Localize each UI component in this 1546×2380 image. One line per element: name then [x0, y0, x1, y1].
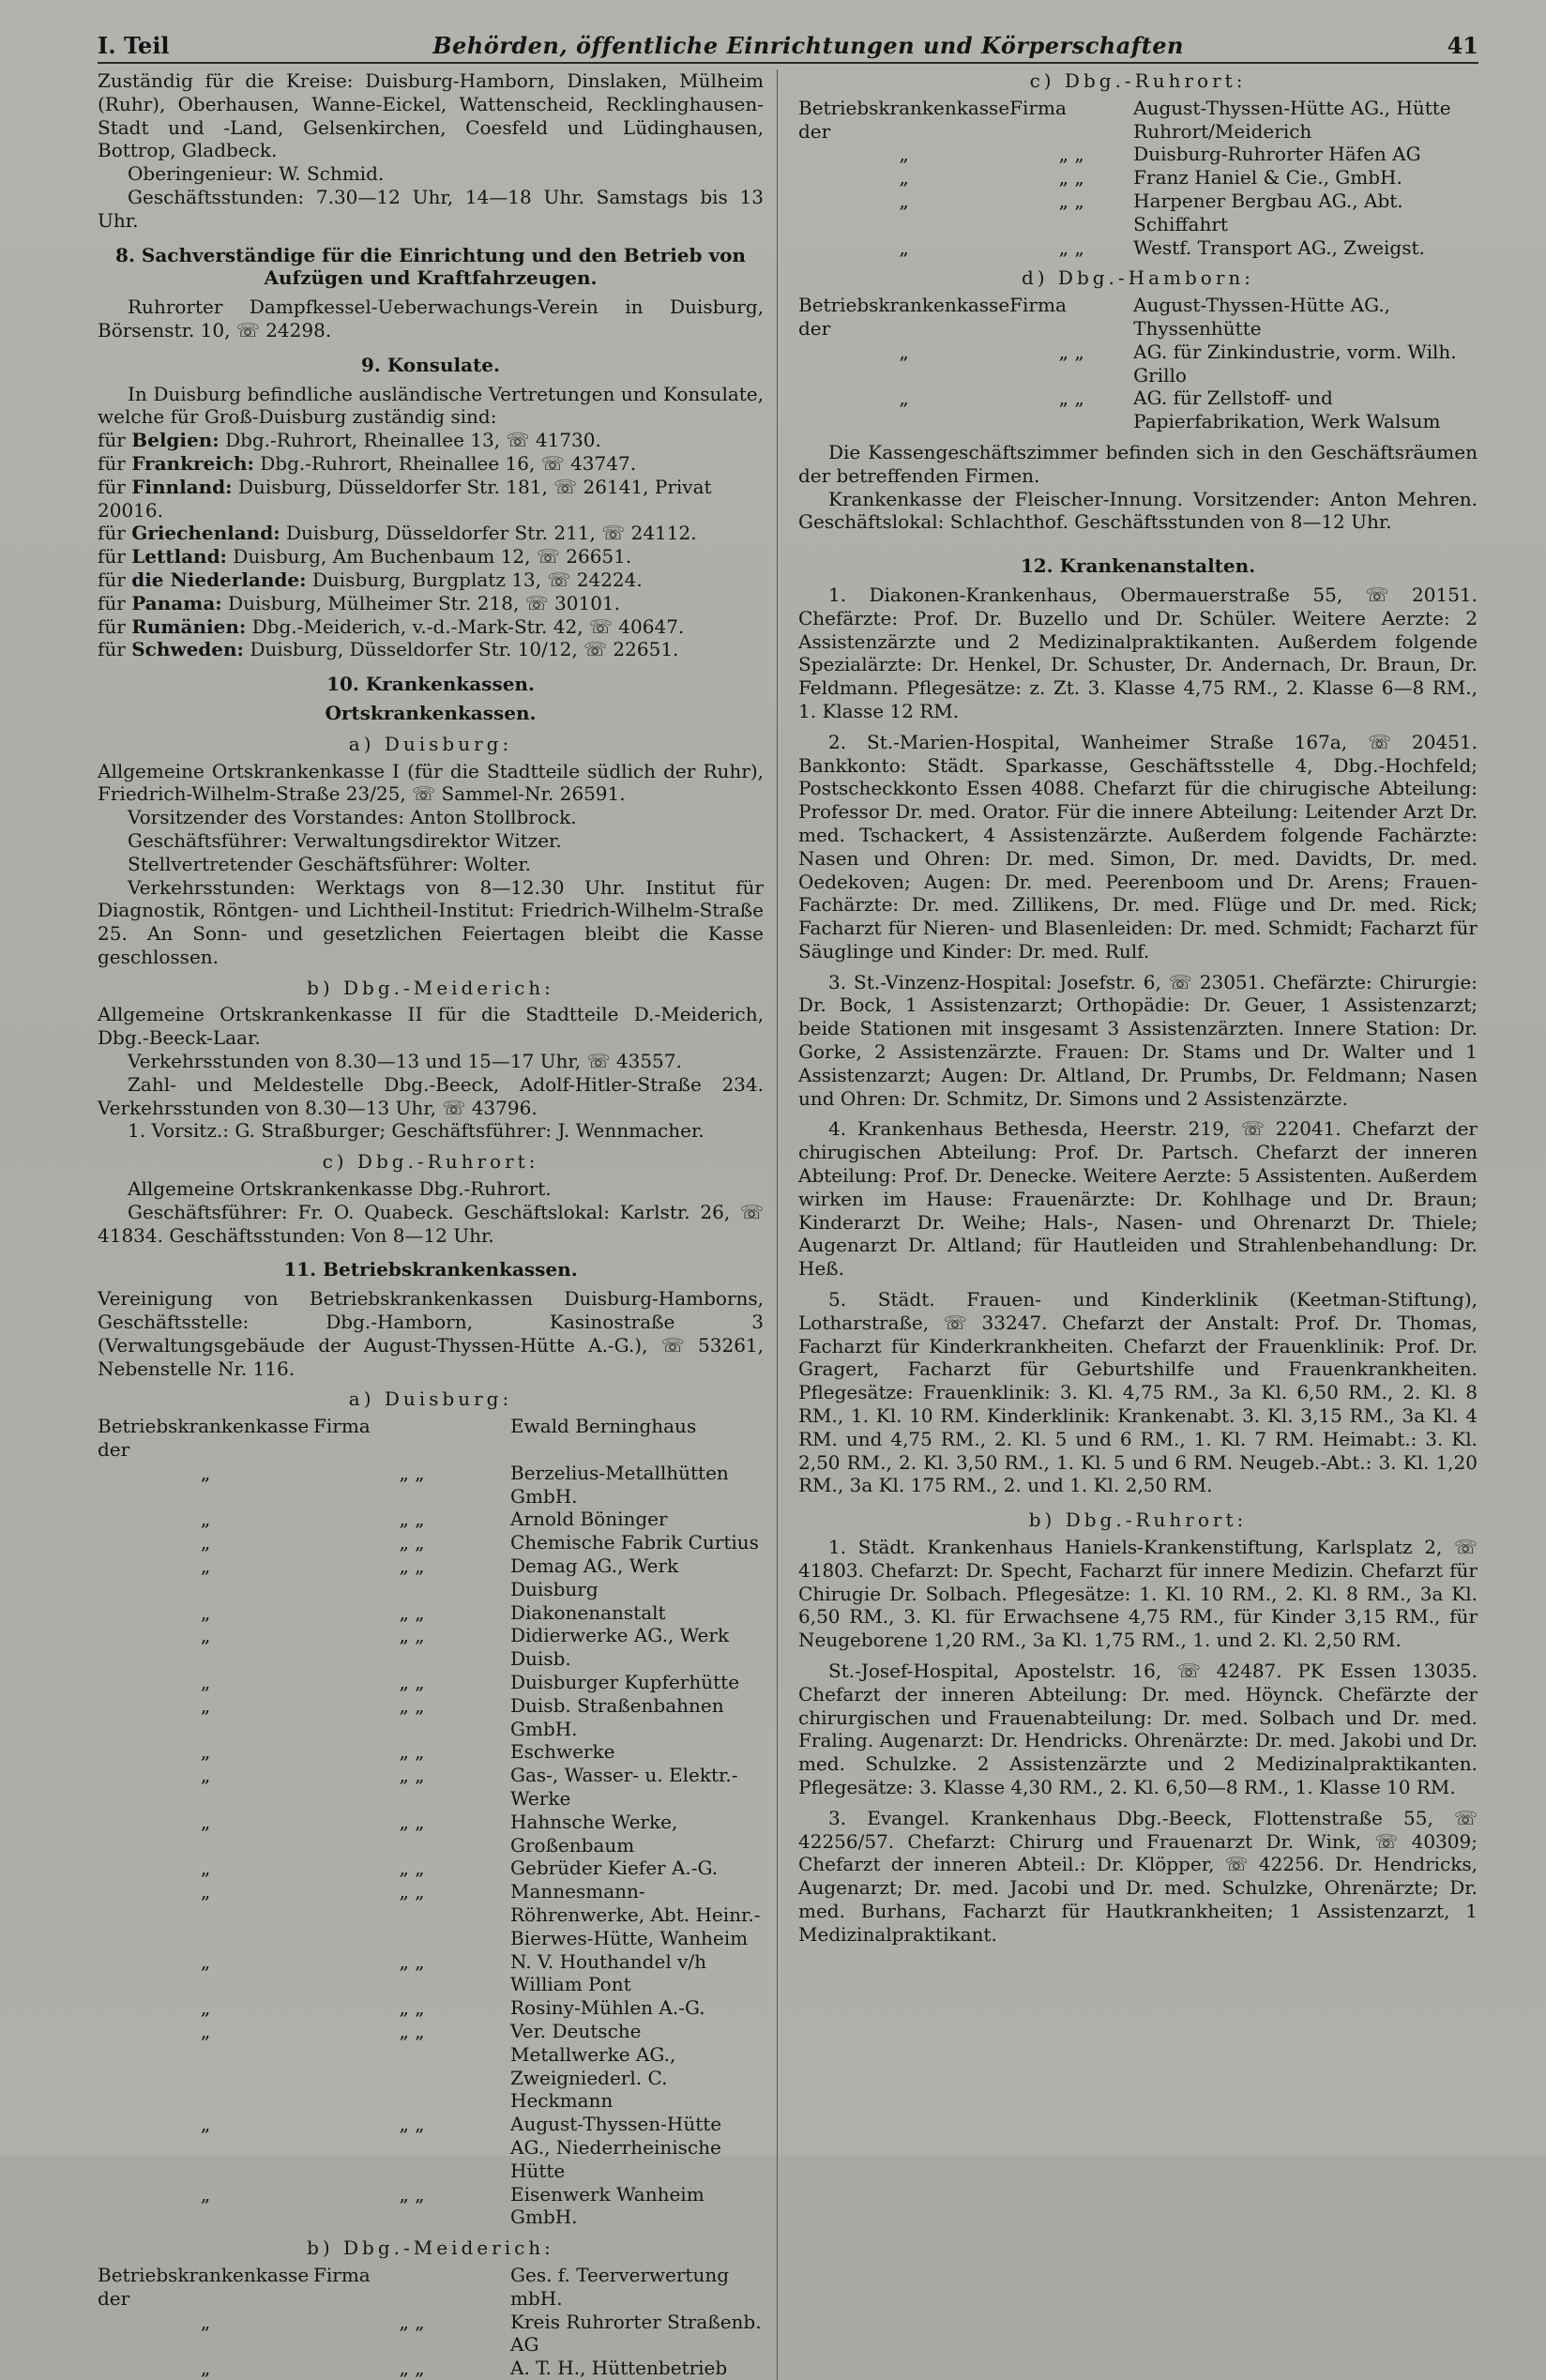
table-row	[98, 1554, 764, 1601]
table-cell: Firma	[313, 2263, 371, 2286]
table-cell: „	[899, 340, 909, 363]
table-cell: „	[200, 1461, 211, 1484]
district-heading: b) Dbg.-Ruhrort:	[1028, 1508, 1248, 1532]
hospital-entry: 3. Evangel. Krankenhaus Dbg.-Beeck, Flottenstraße 55, ☏ 42256/57. Chefarzt: Chirurg und Frauenarzt Dr. Wink, ☏ 40309; Chefarzt der inneren Abteil.: Dr. Klöpper, ☏ 42256. Dr. Hendricks, Augenarzt; Dr. med. Jacobi und Dr. med. Schulzke, Ohrenärzte; Dr. med. Burhans, Facharzt für Hautkrankheiten; 1 Assistenzarzt, 1 Medizinalpraktikant.	[798, 1806, 1478, 1946]
table-cell: „ „	[399, 1996, 425, 2020]
table-row	[98, 1462, 764, 1508]
table-cell: Hahnsche Werke, Großenbaum	[510, 1810, 678, 1857]
text-line: Verkehrsstunden: Werktags von 8—12.30 Uhr. Institut für Diagnostik, Röntgen- und Lichtheil-Institut: Friedrich-Wilhelm-Straße 25. An Sonn- und gesetzlichen Feiertagen bleibt die Kasse geschlossen.	[98, 875, 764, 968]
table-cell: „	[200, 1671, 211, 1693]
note: Die Kassengeschäftszimmer befinden sich in den Geschäftsräumen der betreffenden Firmen.	[798, 440, 1478, 487]
table-row	[798, 143, 1478, 166]
table-cell: Kreis Ruhrorter Straßenb. AG	[510, 2310, 762, 2357]
consulate-prefix: für	[98, 451, 126, 475]
consulate-list	[98, 429, 764, 661]
table-cell: Betriebskrankenkasse der	[798, 294, 1010, 340]
table-cell: Rosiny-Mühlen A.-G.	[510, 1996, 705, 2020]
table-cell: „ „	[1058, 340, 1084, 363]
table-row	[798, 97, 1478, 144]
table-cell: „	[200, 2357, 211, 2380]
table-cell: „ „	[399, 1671, 425, 1693]
table-cell: „	[200, 1600, 211, 1624]
section-heading-11: 11. Betriebskrankenkassen.	[283, 1258, 578, 1281]
table-cell: „ „	[399, 1600, 425, 1624]
table-cell: „ „	[399, 1740, 425, 1764]
table-cell: „ „	[399, 1880, 425, 1903]
table-cell: „ „	[1058, 235, 1084, 259]
table-cell: „ „	[399, 2182, 425, 2206]
table-cell: Duisb. Straßenbahnen GmbH.	[510, 1693, 724, 1740]
table-cell: Ver. Deutsche Metallwerke AG., Zweigniederl. C. Heckmann	[510, 2019, 676, 2113]
table-cell: AG. für Zinkindustrie, vorm. Wilh. Grillo	[1133, 340, 1457, 387]
text-line: Verkehrsstunden von 8.30—13 und 15—17 Uhr, ☏ 43557.	[128, 1050, 682, 1073]
table-row	[98, 1671, 764, 1694]
consulate-address: Duisburg, Düsseldorfer Str. 211, ☏ 24112.	[285, 522, 697, 545]
table-row	[98, 2183, 764, 2230]
table-cell: „	[899, 189, 909, 212]
table-row	[98, 1415, 764, 1462]
table-cell: „	[200, 1554, 211, 1578]
table-cell: Chemische Fabrik Curtius	[510, 1531, 759, 1554]
consulate-item	[98, 545, 764, 568]
table-row	[98, 1624, 764, 1671]
table-cell: „ „	[399, 1693, 425, 1717]
table-cell: „	[200, 1880, 211, 1903]
header-title: Behörden, öffentliche Einrichtungen und Körperschaften	[432, 32, 1184, 59]
table-cell: „ „	[1058, 387, 1084, 410]
table-cell: „	[200, 1508, 211, 1531]
header-part: I. Teil	[98, 32, 170, 59]
left-column	[98, 69, 778, 2380]
table-row	[98, 1811, 764, 1857]
table-cell: Duisburger Kupferhütte	[510, 1671, 740, 1693]
table-row	[98, 1601, 764, 1625]
table-cell: Gebrüder Kiefer A.-G.	[510, 1857, 719, 1880]
consulate-country: Finnland:	[131, 475, 233, 498]
table-cell: Berzelius-Metallhütten GmbH.	[510, 1461, 729, 1508]
table-cell: „	[200, 2113, 211, 2136]
table-cell: Diakonenanstalt	[510, 1600, 666, 1624]
table-cell: Betriebskrankenkasse der	[98, 2263, 310, 2310]
section-heading-8: 8. Sachverständige für die Einrichtung und den Betrieb von Aufzügen und Kraftfahrzeugen.	[115, 243, 746, 290]
table-cell: „ „	[399, 1508, 425, 1531]
table-cell: „ „	[399, 1857, 425, 1880]
table-cell: „	[200, 1857, 211, 1880]
intro-line: Zuständig für die Kreise: Duisburg-Hamborn, Dinslaken, Mülheim (Ruhr), Oberhausen, Wanne-Eickel, Wattenscheid, Recklinghausen-Stadt und -Land, Gelsenkirchen, Coesfeld und Lüdinghausen, Bottrop, Gladbeck.	[98, 69, 764, 162]
table-cell: Firma	[313, 1415, 371, 1438]
table-row	[798, 387, 1478, 433]
table-row	[98, 1764, 764, 1811]
consulate-item	[98, 452, 764, 476]
table-cell: Harpener Bergbau AG., Abt. Schiffahrt	[1133, 189, 1403, 235]
table-cell: Ges. f. Teerverwertung mbH.	[510, 2263, 730, 2310]
company-table	[798, 294, 1478, 433]
hospital-entry: St.-Josef-Hospital, Apostelstr. 16, ☏ 42487. PK Essen 13035. Chefarzt der inneren Abteilung: Dr. med. Höynck. Chefärzte der chirurgischen und Frauenabteilung: Dr. med. Solbach und Dr. med. Fraling. Augenarzt: Dr. Hendricks. Ohrenärzte: Dr. med. Jakobi und Dr. med. Schulzke. 2 Assistenzärzte und 2 Medizinalpraktikanten. Pflegesätze: 3. Klasse 4,30 RM., 2. Kl. 6,50—8 RM., 1. Klasse 10 RM.	[798, 1660, 1478, 1798]
table-cell: „ „	[399, 2113, 425, 2136]
table-row	[798, 166, 1478, 189]
consulate-address: Duisburg, Mülheimer Str. 218, ☏ 30101.	[228, 591, 621, 614]
table-cell: „	[200, 1949, 211, 1973]
hospital-entry: 2. St.-Marien-Hospital, Wanheimer Straße 167a, ☏ 20451. Bankkonto: Städt. Sparkasse, Geschäftsstelle 4, Dbg.-Hochfeld; Postscheckkonto Essen 4088. Chefarzt für die chirugische Abteilung: Professor Dr. med. Orator. Für die innere Abteilung: Leitender Arzt Dr. med. Tschackert, 4 Assistenzärzte. Außerdem folgende Fachärzte: Nasen und Ohren: Dr. med. Simon, Dr. med. Davidts, Dr. med. Oedekoven; Augen: Dr. med. Peerenboom und Dr. Arens; Frauen-Fachärzte: Dr. med. Zillikens, Dr. med. Flüge und Dr. med. Rick; Facharzt für Nieren- und Blasenleiden: Dr. med. Schmidt; Facharzt für Säuglinge und Kinder: Dr. med. Rulf.	[798, 730, 1478, 963]
table-cell: „ „	[1058, 143, 1084, 166]
table-row	[98, 2264, 764, 2311]
district-heading: d) Dbg.-Hamborn:	[1021, 266, 1255, 290]
table-row	[98, 1950, 764, 1997]
section-heading-9: 9. Konsulate.	[361, 353, 500, 376]
consulate-country: Frankreich:	[131, 451, 254, 475]
table-cell: „ „	[399, 1764, 425, 1787]
section-text-9: In Duisburg befindliche ausländische Vertretungen und Konsulate, welche für Groß-Duisburg zuständig sind:	[98, 382, 764, 429]
table-cell: Mannesmann-Röhrenwerke, Abt. Heinr.-Bierwes-Hütte, Wanheim	[510, 1880, 761, 1949]
table-cell: Betriebskrankenkasse der	[798, 96, 1010, 143]
table-row	[98, 2311, 764, 2357]
consulate-address: Duisburg, Am Buchenbaum 12, ☏ 26651.	[233, 545, 632, 568]
table-cell: Eisenwerk Wanheim GmbH.	[510, 2182, 705, 2229]
consulate-prefix: für	[98, 522, 126, 545]
table-cell: Firma	[1009, 96, 1067, 119]
text-line: Allgemeine Ortskrankenkasse II für die Stadtteile D.-Meiderich, Dbg.-Beeck-Laar.	[98, 1003, 764, 1050]
table-row	[798, 341, 1478, 387]
section-heading-10: 10. Krankenkassen.	[326, 673, 535, 696]
table-cell: „	[200, 2019, 211, 2042]
consulate-item	[98, 592, 764, 615]
text-line: Stellvertretender Geschäftsführer: Wolter.	[128, 852, 532, 875]
table-cell: „	[200, 1693, 211, 1717]
table-cell: „ „	[399, 2310, 425, 2333]
table-cell: Eschwerke	[510, 1740, 615, 1764]
table-row	[98, 2357, 764, 2380]
table-cell: Ewald Berninghaus	[510, 1415, 697, 1438]
consulate-item	[98, 522, 764, 545]
note: Krankenkasse der Fleischer-Innung. Vorsitzender: Anton Mehren. Geschäftslokal: Schlachthof. Geschäftsstunden von 8—12 Uhr.	[798, 487, 1478, 534]
consulate-prefix: für	[98, 638, 126, 661]
consulate-address: Dbg.-Meiderich, v.-d.-Mark-Str. 42, ☏ 40647.	[251, 614, 685, 638]
table-cell: „	[200, 1810, 211, 1833]
consulate-address: Dbg.-Ruhrort, Rheinallee 16, ☏ 43747.	[260, 451, 637, 475]
text-line: Allgemeine Ortskrankenkasse I (für die Stadtteile südlich der Ruhr), Friedrich-Wilhelm-Straße 23/25, ☏ Sammel-Nr. 26591.	[98, 759, 764, 806]
table-cell: „	[200, 1531, 211, 1554]
table-row	[98, 2020, 764, 2113]
consulate-item	[98, 568, 764, 592]
text-line: Geschäftsführer: Verwaltungsdirektor Witzer.	[128, 828, 562, 852]
table-cell: „ „	[399, 2357, 425, 2380]
hospital-entry: 1. Diakonen-Krankenhaus, Obermauerstraße 55, ☏ 20151. Chefärzte: Prof. Dr. Buzello und Dr. Schüler. Weitere Aerzte: 2 Assistenzärzte und 2 Medizinalpraktikanten. Außerdem folgende Spezialärzte: Dr. Henkel, Dr. Schuster, Dr. Andernach, Dr. Braun, Dr. Feldmann. Pflegesätze: z. Zt. 3. Klasse 4,75 RM., 2. Klasse 6—8 RM., 1. Klasse 12 RM.	[798, 583, 1478, 722]
table-cell: „	[200, 1624, 211, 1647]
consulate-item	[98, 638, 764, 661]
table-cell: AG. für Zellstoff- und Papierfabrikation, Werk Walsum	[1133, 387, 1441, 433]
table-cell: „ „	[399, 1461, 425, 1484]
section-heading-12: 12. Krankenanstalten.	[1020, 554, 1256, 578]
right-column	[798, 69, 1478, 2380]
section-text-8: Ruhrorter Dampfkessel-Ueberwachungs-Verein in Duisburg, Börsenstr. 10, ☏ 24298.	[98, 296, 764, 341]
table-cell: Betriebskrankenkasse der	[98, 1415, 310, 1462]
hospital-entry: 5. Städt. Frauen- und Kinderklinik (Keetman-Stiftung), Lotharstraße, ☏ 33247. Chefarzt der Anstalt: Prof. Dr. Thomas, Facharzt für Kinderkrankheiten. Chefarzt der Frauenklinik: Prof. Dr. Gragert, Facharzt für Geburtshilfe und Frauenkrankheiten. Pflegesätze: Frauenklinik: 3. Kl. 4,75 RM., 3a Kl. 6,50 RM., 2. Kl. 8 RM., 1. Kl. 10 RM. Kinderklinik: Krankenabt. 3. Kl. 3,15 RM., 3a Kl. 4 RM. und 4,75 RM., 2. Kl. 5 und 6 RM., 1. Kl. 7 RM. Heimabt.: 3. Kl. 2,50 RM., 2. Kl. 3,50 RM., 1. Kl. 5 und 6 RM. Neugeb.-Abt.: 3. Kl. 1,20 RM., 3a Kl. 175 RM., 2. und 1. Kl. 2,50 RM.	[798, 1288, 1478, 1497]
table-row	[98, 1531, 764, 1554]
district-heading: b) Dbg.-Meiderich:	[307, 2236, 554, 2260]
table-cell: August-Thyssen-Hütte AG., Thyssenhütte	[1133, 294, 1391, 340]
table-cell: Westf. Transport AG., Zweigst.	[1133, 235, 1425, 259]
consulate-prefix: für	[98, 475, 126, 498]
consulate-country: Lettland:	[131, 545, 227, 568]
table-cell: „ „	[1058, 189, 1084, 212]
consulate-item	[98, 429, 764, 452]
hospital-entry: 1. Städt. Krankenhaus Haniels-Krankenstiftung, Karlsplatz 2, ☏ 41803. Chefarzt: Dr. Specht, Facharzt für innere Medizin. Chefarzt für Chirugie Dr. Solbach. Pflegesätze: 1. Kl. 10 RM., 2. Kl. 8 RM., 3a Kl. 6,50 RM., 3. Kl. für Erwachsene 4,75 RM., für Kinder 3,15 RM., für Neugeborene 1,20 RM., 3a Kl. 1,75 RM., 1. und 2. Kl. 2,50 RM.	[798, 1536, 1478, 1652]
text-line: Vorsitzender des Vorstandes: Anton Stollbrock.	[128, 806, 577, 829]
table-cell: „	[200, 1764, 211, 1787]
table-cell: Didierwerke AG., Werk Duisb.	[510, 1624, 730, 1671]
subsection-heading: Ortskrankenkassen.	[325, 701, 537, 724]
text-line: Geschäftsführer: Fr. O. Quabeck. Geschäftslokal: Karlstr. 26, ☏ 41834. Geschäftsstunden: Von 8—12 Uhr.	[98, 1200, 764, 1247]
table-row	[798, 294, 1478, 341]
table-cell: „	[200, 1996, 211, 2020]
table-cell: „	[899, 143, 909, 166]
section-text-11: Vereinigung von Betriebskrankenkassen Duisburg-Hamborns, Geschäftsstelle: Dbg.-Hamborn, Kasinostraße 3 (Verwaltungsgebäude der August-Thyssen-Hütte A.-G.), ☏ 53261, Nebenstelle Nr. 116.	[98, 1287, 764, 1380]
table-row	[98, 1694, 764, 1741]
table-row	[98, 1996, 764, 2020]
table-cell: „ „	[1058, 166, 1084, 189]
district-heading: b) Dbg.-Meiderich:	[307, 976, 554, 999]
consulate-prefix: für	[98, 614, 126, 638]
district-heading: a) Duisburg:	[348, 732, 513, 755]
page-header	[98, 32, 1478, 64]
table-row	[98, 1880, 764, 1949]
hospital-entry: 3. St.-Vinzenz-Hospital: Josefstr. 6, ☏ 23051. Chefärzte: Chirurgie: Dr. Bock, 1 Assistenzarzt; Orthopädie: Dr. Geuer, 1 Assistenzarzt; beide Stationen mit insgesamt 3 Assistenzärzten. Innere Station: Dr. Gorke, 2 Assistenzärzte. Frauen: Dr. Stams und Dr. Walter und 1 Assistenzarzt; Augen: Dr. Altland, Dr. Prumbs, Dr. Feldmann; Nasen und Ohren: Dr. Schmitz, Dr. Simons und 2 Assistenzärzte.	[798, 970, 1478, 1110]
table-cell: N. V. Houthandel v/h William Pont	[510, 1949, 706, 1996]
intro-line: Geschäftsstunden: 7.30—12 Uhr, 14—18 Uhr. Samstags bis 13 Uhr.	[98, 185, 764, 232]
columns	[98, 69, 1478, 2380]
consulate-address: Duisburg, Düsseldorfer Str. 10/12, ☏ 22651.	[250, 638, 679, 661]
table-cell: „	[200, 2182, 211, 2206]
table-row	[98, 1857, 764, 1880]
company-table	[798, 97, 1478, 260]
text-line: Allgemeine Ortskrankenkasse Dbg.-Ruhrort.	[128, 1177, 552, 1201]
consulate-address: Duisburg, Burgplatz 13, ☏ 24224.	[311, 568, 643, 591]
table-cell: „ „	[399, 2019, 425, 2042]
table-row	[98, 1508, 764, 1531]
text-line: Zahl- und Meldestelle Dbg.-Beeck, Adolf-Hitler-Straße 234. Verkehrsstunden von 8.30—13 Uhr, ☏ 43796.	[98, 1072, 764, 1119]
table-cell: August-Thyssen-Hütte AG., Hütte Ruhrort/Meiderich	[1133, 96, 1451, 143]
consulate-country: die Niederlande:	[131, 568, 307, 591]
consulate-address: Duisburg, Düsseldorfer Str. 181, ☏ 26141, Privat 20016.	[98, 475, 712, 522]
hospital-entry: 4. Krankenhaus Bethesda, Heerstr. 219, ☏ 22041. Chefarzt der chirugischen Abteilung: Prof. Dr. Partsch. Chefarzt der inneren Abteilung: Prof. Dr. Denecke. Weitere Aerzte: 5 Assistenten. Außerdem wirken im Hause: Frauenärzte: Dr. Kohlhage und Dr. Braun; Kinderarzt Dr. Weihe; Hals-, Nasen- und Ohrenarzt Dr. Thiele; Augenarzt Dr. Altland; für Hautleiden und Strahlenbehandlung: Dr. Heß.	[798, 1117, 1478, 1281]
table-cell: Duisburg-Ruhrorter Häfen AG	[1133, 143, 1421, 166]
consulate-country: Griechenland:	[131, 522, 280, 545]
consulate-item	[98, 615, 764, 639]
table-cell: A. T. H., Hüttenbetrieb	[510, 2357, 728, 2380]
consulate-prefix: für	[98, 545, 126, 568]
consulate-country: Panama:	[131, 591, 222, 614]
table-row	[798, 236, 1478, 260]
table-cell: „	[200, 1740, 211, 1764]
consulate-prefix: für	[98, 429, 126, 452]
company-table	[98, 2264, 764, 2380]
table-cell: Franz Haniel & Cie., GmbH.	[1133, 166, 1402, 189]
table-cell: „ „	[399, 1554, 425, 1578]
district-heading: c) Dbg.-Ruhrort:	[322, 1150, 539, 1174]
table-row	[798, 189, 1478, 236]
district-heading: c) Dbg.-Ruhrort:	[1029, 69, 1247, 92]
table-cell: „ „	[399, 1531, 425, 1554]
page-number: 41	[1447, 32, 1478, 59]
table-cell: „	[899, 235, 909, 259]
intro-line: Oberingenieur: W. Schmid.	[128, 162, 385, 186]
company-table	[98, 1415, 764, 2229]
table-cell: „ „	[399, 1810, 425, 1833]
table-row	[98, 2113, 764, 2182]
table-row	[98, 1740, 764, 1764]
table-cell: Demag AG., Werk Duisburg	[510, 1554, 679, 1600]
consulate-prefix: für	[98, 591, 126, 614]
district-heading: a) Duisburg:	[348, 1387, 513, 1411]
table-cell: „	[200, 2310, 211, 2333]
consulate-country: Rumänien:	[131, 614, 247, 638]
table-cell: Arnold Böninger	[510, 1508, 668, 1531]
table-cell: „	[899, 166, 909, 189]
table-cell: „	[899, 387, 909, 410]
table-cell: Firma	[1009, 294, 1067, 317]
table-cell: Gas-, Wasser- u. Elektr.-Werke	[510, 1764, 738, 1810]
consulate-country: Schweden:	[131, 638, 244, 661]
table-cell: „ „	[399, 1949, 425, 1973]
table-cell: „ „	[399, 1624, 425, 1647]
text-line: 1. Vorsitz.: G. Straßburger; Geschäftsführer: J. Wennmacher.	[128, 1119, 705, 1143]
consulate-item	[98, 476, 764, 523]
consulate-prefix: für	[98, 568, 126, 591]
table-cell: August-Thyssen-Hütte AG., Niederrheinische Hütte	[510, 2113, 722, 2182]
consulate-address: Dbg.-Ruhrort, Rheinallee 13, ☏ 41730.	[225, 429, 601, 452]
consulate-country: Belgien:	[131, 429, 220, 452]
